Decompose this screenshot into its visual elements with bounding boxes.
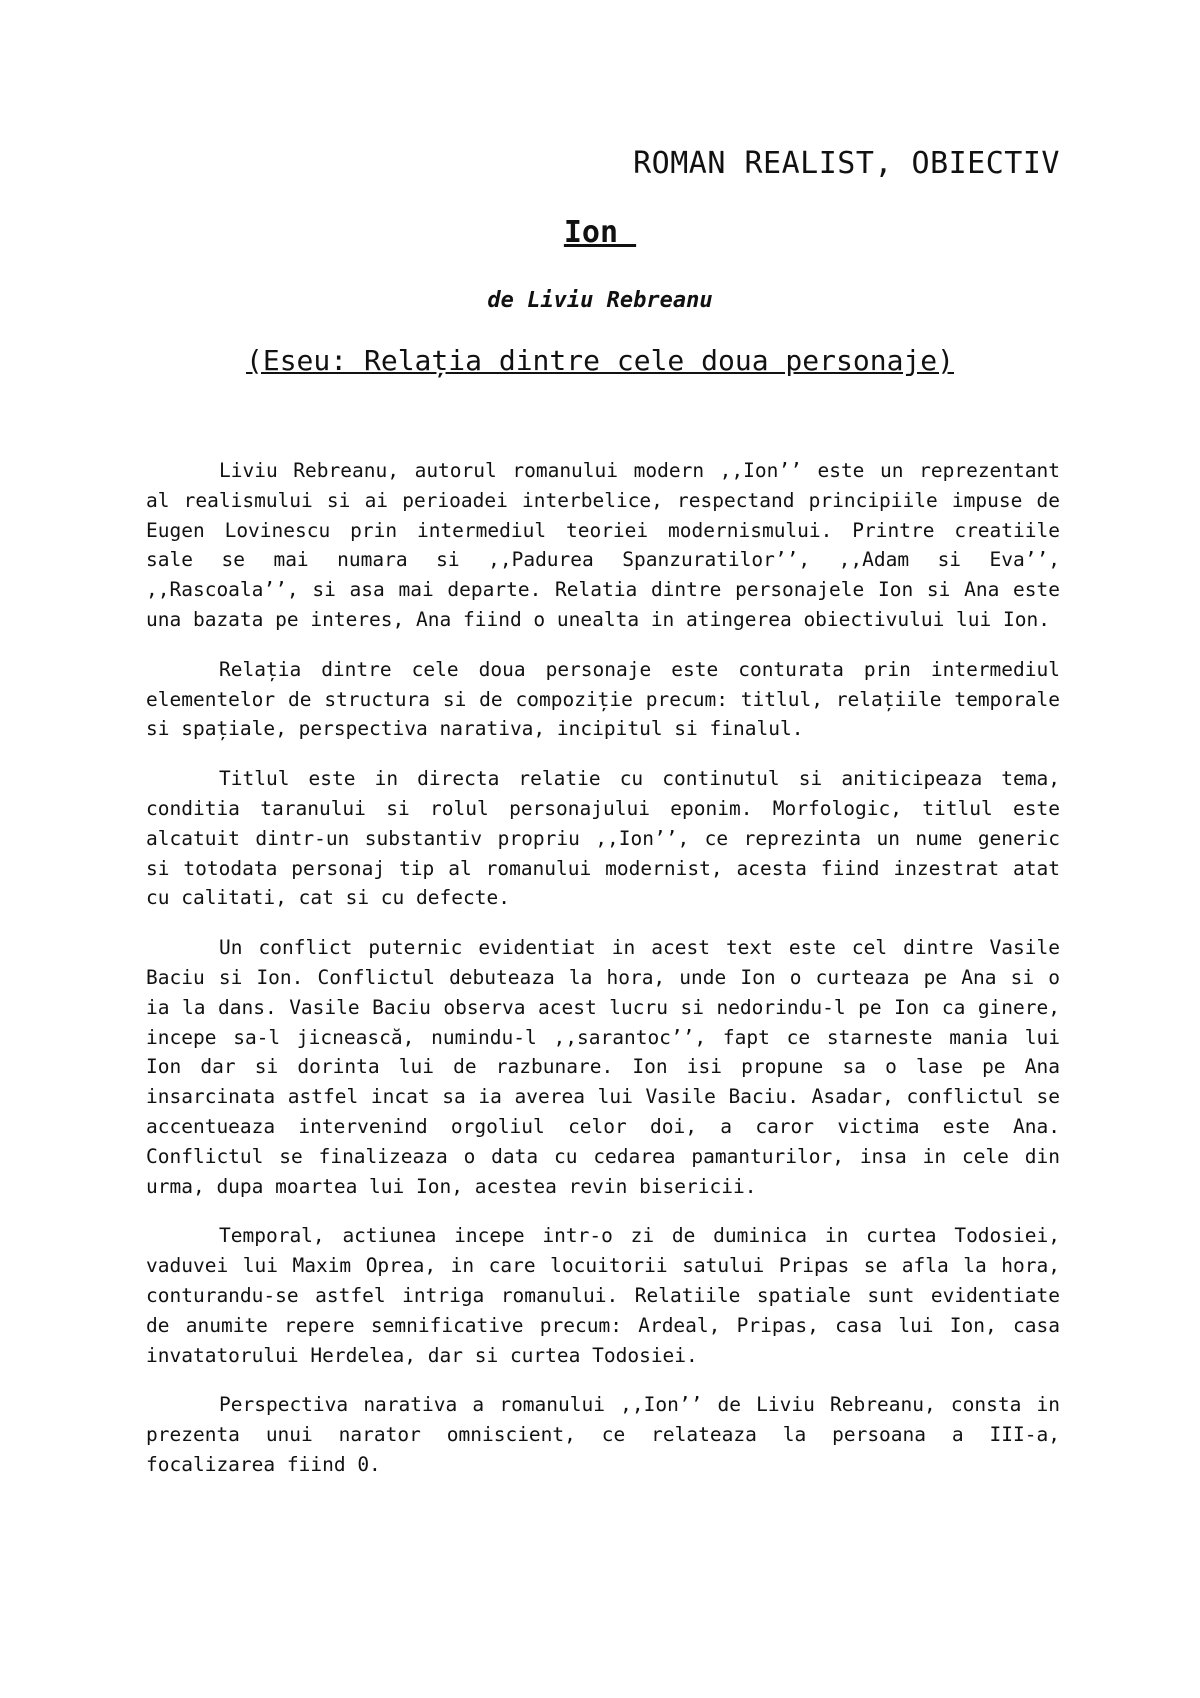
- genre-heading: ROMAN REALIST, OBIECTIV: [633, 146, 1060, 181]
- novel-title: Ion: [563, 215, 637, 250]
- essay-body: [146, 456, 1060, 1500]
- paragraph-structure: Relația dintre cele doua personaje este conturata prin intermediul elementelor de structura si de compoziție precum: titlul, relațiile temporale si spațiale, perspectiva narativa, incipitul si finalul.: [146, 657, 1060, 741]
- paragraph-title: Titlul este in directa relatie cu continutul si aniticipeaza tema, conditia taranului si rolul personajului eponim. Morfologic, titlul este alcatuit dintr-un substantiv propriu ,,Ion’’, ce reprezinta un nume generic si totodata personaj tip al romanului modernist, acesta fiind inzestrat atat cu calitati, cat si cu defecte.: [146, 767, 1060, 910]
- essay-subtitle: (Eseu: Relația dintre cele doua personaje): [245, 344, 954, 377]
- paragraph-intro: Liviu Rebreanu, autorul romanului modern ,,Ion’’ este un reprezentant al realismului si ai perioadei interbelice, respectand principiile impuse de Eugen Lovinescu prin intermediul teoriei modernismului. Printre creatiile sale se mai numara si ,,Padurea Spanzuratilor’’, ,,Adam si Eva’’, ,,Rascoala’’, si asa mai departe. Relatia dintre personajele Ion si Ana este una bazata pe interes, Ana fiind o unealta in atingerea obiectivului lui Ion.: [146, 459, 1060, 631]
- paragraph-narrative-perspective: Perspectiva narativa a romanului ,,Ion’’ de Liviu Rebreanu, consta in prezenta unui narator omniscient, ce relateaza la persoana a III-a, focalizarea fiind 0.: [146, 1393, 1060, 1476]
- paragraph-time-space: Temporal, actiunea incepe intr-o zi de duminica in curtea Todosiei, vaduvei lui Maxim Oprea, in care locuitorii satului Pripas se afla la hora, conturandu-se astfel intriga romanului. Relatiile spatiale sunt evidentiate de anumite repere semnificative precum: Ardeal, Pripas, casa lui Ion, casa invatatorului Herdelea, dar si curtea Todosiei.: [146, 1224, 1060, 1367]
- paragraph-conflict: Un conflict puternic evidentiat in acest text este cel dintre Vasile Baciu si Ion. Conflictul debuteaza la hora, unde Ion o curteaza pe Ana si o ia la dans. Vasile Baciu observa acest lucru si nedorindu-l pe Ion ca ginere, incepe sa-l jicnească, numindu-l ,,sarantoc’’, fapt ce starneste mania lui Ion dar si dorinta lui de razbunare. Ion isi propune sa o lase pe Ana insarcinata astfel incat sa ia averea lui Vasile Baciu. Asadar, conflictul se accentueaza intervenind orgoliul celor doi, a caror victima este Ana. Conflictul se finalizeaza o data cu cedarea pamanturilor, insa in cele din urma, dupa moartea lui Ion, acestea revin bisericii.: [146, 936, 1060, 1198]
- author-line: de Liviu Rebreanu: [487, 288, 713, 313]
